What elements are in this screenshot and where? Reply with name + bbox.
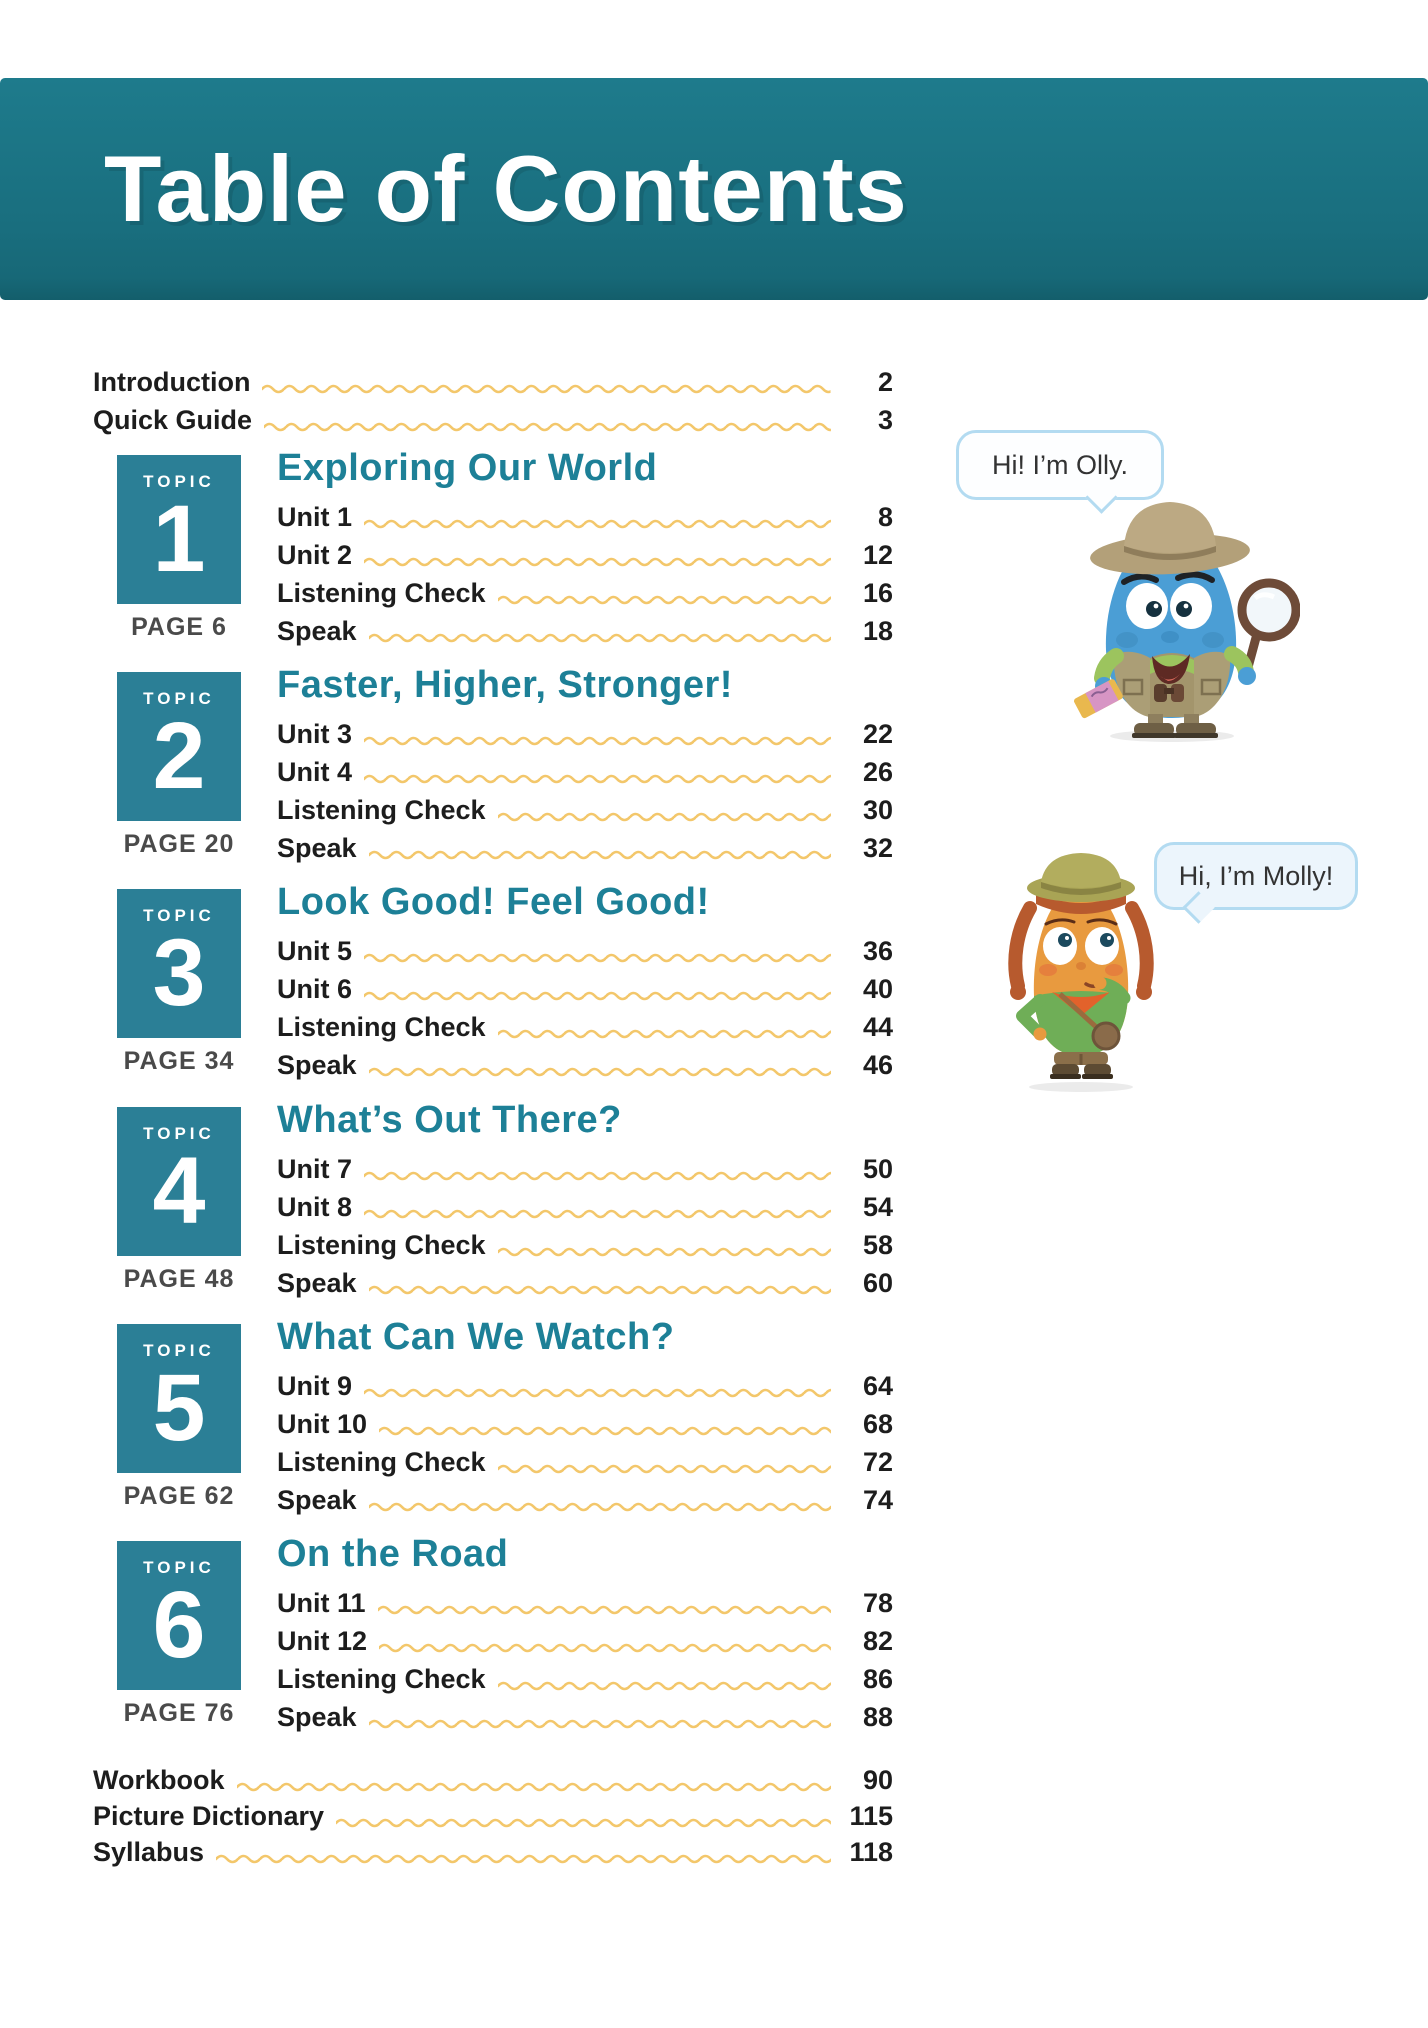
toc-label: Picture Dictionary xyxy=(93,1800,325,1831)
topic-number-box xyxy=(117,455,241,604)
wavy-leader-line xyxy=(369,1718,831,1730)
toc-page-number: 74 xyxy=(862,1484,893,1515)
toc-label: Unit 6 xyxy=(277,973,353,1004)
toc-row xyxy=(277,932,893,970)
wavy-leader-line xyxy=(369,849,831,861)
topic-number: 1 xyxy=(152,486,206,592)
wavy-leader-line xyxy=(364,518,831,530)
toc-label: Listening Check xyxy=(277,794,486,825)
toc-label: Unit 3 xyxy=(277,718,353,749)
wavy-leader-line xyxy=(262,383,831,395)
topic-tag: TOPIC xyxy=(143,1124,215,1143)
toc-page-number: 50 xyxy=(862,1153,893,1184)
toc-page-number: 88 xyxy=(862,1701,893,1732)
toc-label: Unit 4 xyxy=(277,756,353,787)
toc-row xyxy=(277,498,893,536)
speech-bubble-tail xyxy=(1182,891,1215,924)
topic-block-2 xyxy=(0,664,1000,877)
toc-label: Unit 9 xyxy=(277,1370,353,1401)
topic-number: 6 xyxy=(152,1572,206,1678)
toc-page-number: 12 xyxy=(862,539,893,570)
character-olly xyxy=(1050,488,1300,743)
olly-vest xyxy=(1114,652,1230,717)
wavy-leader-line xyxy=(498,1680,831,1692)
header-banner xyxy=(0,78,1428,300)
wavy-leader-line xyxy=(336,1817,831,1829)
toc-label: Quick Guide xyxy=(93,404,253,435)
toc-row xyxy=(277,574,893,612)
topic-page-label: PAGE 76 xyxy=(123,1699,235,1727)
topic-number: 2 xyxy=(152,703,206,809)
topic-title: What Can We Watch? xyxy=(277,1316,675,1358)
wavy-leader-line xyxy=(369,1066,831,1078)
page-title: Table of Contents xyxy=(104,136,908,241)
wavy-leader-line xyxy=(498,1463,831,1475)
toc-row xyxy=(277,1367,893,1405)
wavy-leader-line xyxy=(364,1387,831,1399)
toc-label: Syllabus xyxy=(93,1836,205,1867)
toc-row-picture-dictionary xyxy=(93,1797,893,1835)
wavy-leader-line xyxy=(498,811,831,823)
toc-page-number: 3 xyxy=(877,404,893,435)
toc-label: Speak xyxy=(277,615,357,646)
toc-page-number: 30 xyxy=(862,794,893,825)
topic-number-box xyxy=(117,672,241,821)
toc-row-workbook xyxy=(93,1761,893,1799)
toc-page-number: 54 xyxy=(862,1191,893,1222)
toc-page-number: 36 xyxy=(862,935,893,966)
topic-title: Look Good! Feel Good! xyxy=(277,881,710,923)
topic-title: On the Road xyxy=(277,1533,509,1575)
toc-row xyxy=(277,1405,893,1443)
toc-label: Unit 8 xyxy=(277,1191,353,1222)
wavy-leader-line xyxy=(498,594,831,606)
topic-number: 5 xyxy=(152,1355,206,1461)
topic-tag: TOPIC xyxy=(143,689,215,708)
scout-hat xyxy=(1027,853,1135,902)
toc-page-number: 78 xyxy=(862,1587,893,1618)
wavy-leader-line xyxy=(237,1781,831,1793)
speech-bubble-molly xyxy=(1154,842,1358,910)
wavy-leader-line xyxy=(369,1501,831,1513)
toc-row xyxy=(277,1150,893,1188)
wavy-leader-line xyxy=(264,421,831,433)
toc-label: Workbook xyxy=(93,1764,225,1795)
toc-page-number: 22 xyxy=(862,718,893,749)
toc-row xyxy=(277,1622,893,1660)
toc-row xyxy=(277,753,893,791)
toc-page-number: 68 xyxy=(862,1408,893,1439)
character-molly xyxy=(996,846,1166,1094)
wavy-leader-line xyxy=(498,1028,831,1040)
toc-row xyxy=(277,1046,893,1084)
topic-block-6 xyxy=(0,1533,1000,1746)
toc-row xyxy=(277,1481,893,1519)
toc-label: Unit 11 xyxy=(277,1587,366,1618)
toc-label: Listening Check xyxy=(277,577,486,608)
topic-block-5 xyxy=(0,1316,1000,1529)
wavy-leader-line xyxy=(364,556,831,568)
topic-number: 4 xyxy=(152,1138,206,1244)
toc-page-number: 26 xyxy=(862,756,893,787)
topic-page-label: PAGE 62 xyxy=(123,1482,235,1510)
toc-page-number: 118 xyxy=(849,1836,893,1867)
topic-page-label: PAGE 34 xyxy=(123,1047,235,1075)
topic-title: What’s Out There? xyxy=(277,1099,622,1141)
toc-label: Speak xyxy=(277,1484,357,1515)
toc-row-introduction xyxy=(93,363,893,401)
wavy-leader-line xyxy=(364,952,831,964)
toc-row xyxy=(277,715,893,753)
toc-page-number: 72 xyxy=(862,1446,893,1477)
topic-number-box xyxy=(117,1541,241,1690)
wavy-leader-line xyxy=(369,1284,831,1296)
ground-shadow xyxy=(1029,1082,1133,1092)
speech-bubble-olly xyxy=(956,430,1164,500)
toc-label: Listening Check xyxy=(277,1663,486,1694)
toc-row xyxy=(277,1264,893,1302)
topic-block-1 xyxy=(0,447,1000,660)
toc-page-number: 2 xyxy=(877,366,893,397)
topic-number: 3 xyxy=(152,920,206,1026)
toc-row xyxy=(277,612,893,650)
toc-label: Unit 12 xyxy=(277,1625,368,1656)
toc-page-number: 90 xyxy=(862,1764,893,1795)
toc-page-number: 82 xyxy=(862,1625,893,1656)
topic-tag: TOPIC xyxy=(143,1341,215,1360)
wavy-leader-line xyxy=(216,1853,831,1865)
wavy-leader-line xyxy=(379,1425,831,1437)
toc-page-number: 40 xyxy=(862,973,893,1004)
topic-tag: TOPIC xyxy=(143,906,215,925)
toc-page-number: 44 xyxy=(862,1011,893,1042)
toc-label: Listening Check xyxy=(277,1229,486,1260)
toc-page-number: 60 xyxy=(862,1267,893,1298)
toc-row-syllabus xyxy=(93,1833,893,1871)
wavy-leader-line xyxy=(378,1604,831,1616)
toc-page-number: 58 xyxy=(862,1229,893,1260)
wavy-leader-line xyxy=(364,990,831,1002)
toc-label: Listening Check xyxy=(277,1446,486,1477)
topic-number-box xyxy=(117,1107,241,1256)
toc-row-quick-guide xyxy=(93,401,893,439)
toc-page-number: 86 xyxy=(862,1663,893,1694)
speech-text: Hi, I’m Molly! xyxy=(1178,860,1334,891)
topic-tag: TOPIC xyxy=(143,472,215,491)
wavy-leader-line xyxy=(364,735,831,747)
toc-row xyxy=(277,1226,893,1264)
wavy-leader-line xyxy=(364,1170,831,1182)
toc-page-number: 18 xyxy=(862,615,893,646)
toc-page-number: 64 xyxy=(862,1370,893,1401)
topic-number-box xyxy=(117,1324,241,1473)
molly-shorts-boots xyxy=(1050,1052,1113,1079)
wavy-leader-line xyxy=(364,1208,831,1220)
topic-tag: TOPIC xyxy=(143,1558,215,1577)
wavy-leader-line xyxy=(379,1642,831,1654)
toc-page-number: 32 xyxy=(862,832,893,863)
toc-label: Unit 5 xyxy=(277,935,353,966)
toc-row xyxy=(277,1008,893,1046)
toc-row xyxy=(277,970,893,1008)
toc-label: Unit 10 xyxy=(277,1408,368,1439)
toc-label: Speak xyxy=(277,1049,357,1080)
safari-hat xyxy=(1089,502,1251,578)
toc-label: Speak xyxy=(277,832,357,863)
topic-page-label: PAGE 48 xyxy=(123,1265,235,1293)
toc-row xyxy=(277,1188,893,1226)
toc-row xyxy=(277,1660,893,1698)
toc-label: Unit 7 xyxy=(277,1153,353,1184)
toc-label: Unit 2 xyxy=(277,539,353,570)
topic-number-box xyxy=(117,889,241,1038)
toc-page-number: 16 xyxy=(862,577,893,608)
speech-text: Hi! I’m Olly. xyxy=(992,449,1128,480)
toc-label: Listening Check xyxy=(277,1011,486,1042)
toc-label: Unit 1 xyxy=(277,501,353,532)
canteen-icon xyxy=(1093,1023,1119,1049)
wavy-leader-line xyxy=(364,773,831,785)
wavy-leader-line xyxy=(369,632,831,644)
wavy-leader-line xyxy=(498,1246,831,1258)
toc-page-number: 8 xyxy=(877,501,893,532)
toc-page-number: 115 xyxy=(849,1800,893,1831)
toc-label: Speak xyxy=(277,1701,357,1732)
magnifying-glass-icon xyxy=(1242,583,1296,671)
toc-row xyxy=(277,1584,893,1622)
toc-row xyxy=(277,829,893,867)
toc-row xyxy=(277,1443,893,1481)
toc-row xyxy=(277,536,893,574)
topic-title: Faster, Higher, Stronger! xyxy=(277,664,733,706)
toc-page-number: 46 xyxy=(862,1049,893,1080)
topic-page-label: PAGE 6 xyxy=(131,613,227,641)
toc-label: Speak xyxy=(277,1267,357,1298)
topic-block-3 xyxy=(0,881,1000,1094)
topic-page-label: PAGE 20 xyxy=(123,830,235,858)
topic-block-4 xyxy=(0,1099,1000,1312)
toc-row xyxy=(277,791,893,829)
topic-title: Exploring Our World xyxy=(277,447,658,489)
toc-label: Introduction xyxy=(93,366,251,397)
toc-row xyxy=(277,1698,893,1736)
